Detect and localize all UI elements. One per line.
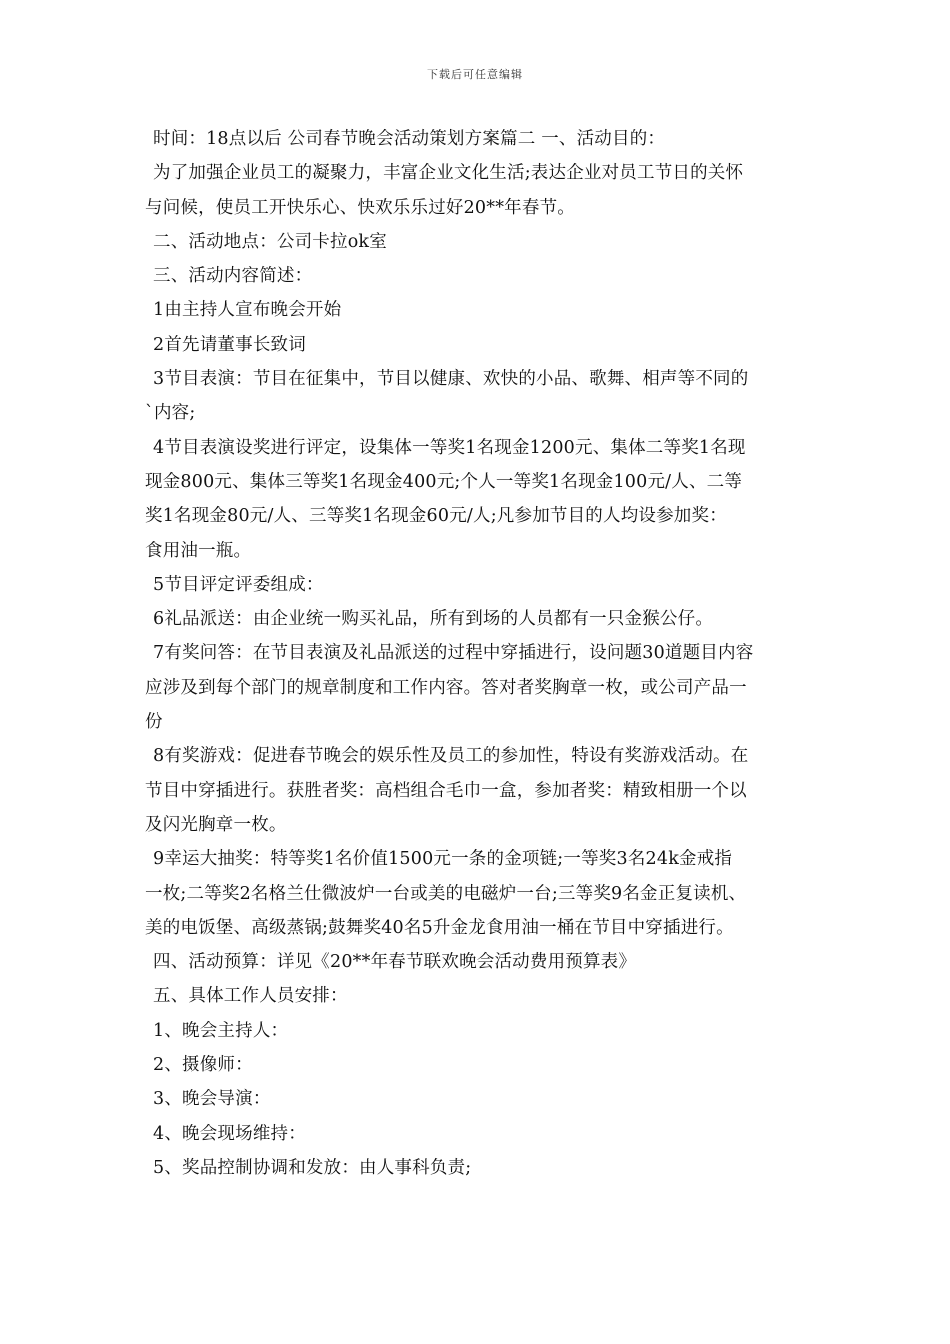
body-line: 2、摄像师： (153, 1055, 253, 1076)
body-line: 食用油一瓶。 (145, 540, 252, 561)
body-line: 3、晚会导演： (153, 1089, 271, 1110)
body-line: 为了加强企业员工的凝聚力，丰富企业文化生活;表达企业对员工节日的关怀 (153, 163, 744, 184)
body-line: 四、活动预算：详见《20**年春节联欢晚会活动费用预算表》 (153, 952, 637, 973)
body-line: 二、活动地点：公司卡拉ok室 (153, 231, 387, 252)
body-line: 一枚;二等奖2名格兰仕微波炉一台或美的电磁炉一台;三等奖9名金正复读机、 (145, 883, 747, 904)
body-line: 8有奖游戏：促进春节晚会的娱乐性及员工的参加性，特设有奖游戏活动。在 (153, 746, 749, 767)
page-header-watermark: 下载后可任意编辑 (427, 68, 523, 81)
body-line: 5节目评定评委组成： (153, 574, 324, 595)
body-line: 6礼品派送：由企业统一购买礼品，所有到场的人员都有一只金猴公仔。 (153, 609, 714, 630)
body-line: 份 (145, 712, 163, 733)
body-line: 奖1名现金80元/人、三等奖1名现金60元/人;凡参加节目的人均设参加奖： (145, 506, 727, 527)
body-line: 3节目表演：节目在征集中，节目以健康、欢快的小品、歌舞、相声等不同的 (153, 369, 749, 390)
body-line: 7有奖问答：在节目表演及礼品派送的过程中穿插进行，设问题30道题目内容 (153, 643, 754, 664)
body-line: 2首先请董事长致词 (153, 334, 306, 355)
body-line: 节目中穿插进行。获胜者奖：高档组合毛巾一盒，参加者奖：精致相册一个以 (145, 780, 747, 801)
body-line: 时间：18点以后 公司春节晚会活动策划方案篇二 一、活动目的： (153, 129, 666, 149)
body-line: 及闪光胸章一枚。 (145, 814, 287, 835)
body-line: 1、晚会主持人： (153, 1020, 289, 1041)
body-line: 9幸运大抽奖：特等奖1名价值1500元一条的金项链;一等奖3名24k金戒指 (153, 849, 733, 870)
body-line: 三、活动内容简述： (153, 266, 313, 287)
body-line: 五、具体工作人员安排： (153, 986, 348, 1007)
body-line: 与问候，使员工开快乐心、快欢乐乐过好20**年春节。 (145, 197, 575, 218)
body-line: 应涉及到每个部门的规章制度和工作内容。答对者奖胸章一枚，或公司产品一 (145, 677, 747, 698)
body-line: 5、奖品控制协调和发放：由人事科负责; (153, 1157, 472, 1178)
body-line: 现金800元、集体三等奖1名现金400元;个人一等奖1名现金100元/人、二等 (145, 471, 743, 492)
body-line: 美的电饭堡、高级蒸锅;鼓舞奖40名5升金龙食用油一桶在节目中穿插进行。 (145, 917, 734, 938)
body-line: 4、晚会现场维持： (153, 1123, 306, 1144)
document-body (145, 122, 820, 1185)
body-line: 1由主持人宣布晚会开始 (153, 300, 342, 321)
body-line: `内容; (145, 403, 196, 424)
body-line: 4节目表演设奖进行评定，设集体一等奖1名现金1200元、集体二等奖1名现 (153, 437, 746, 458)
